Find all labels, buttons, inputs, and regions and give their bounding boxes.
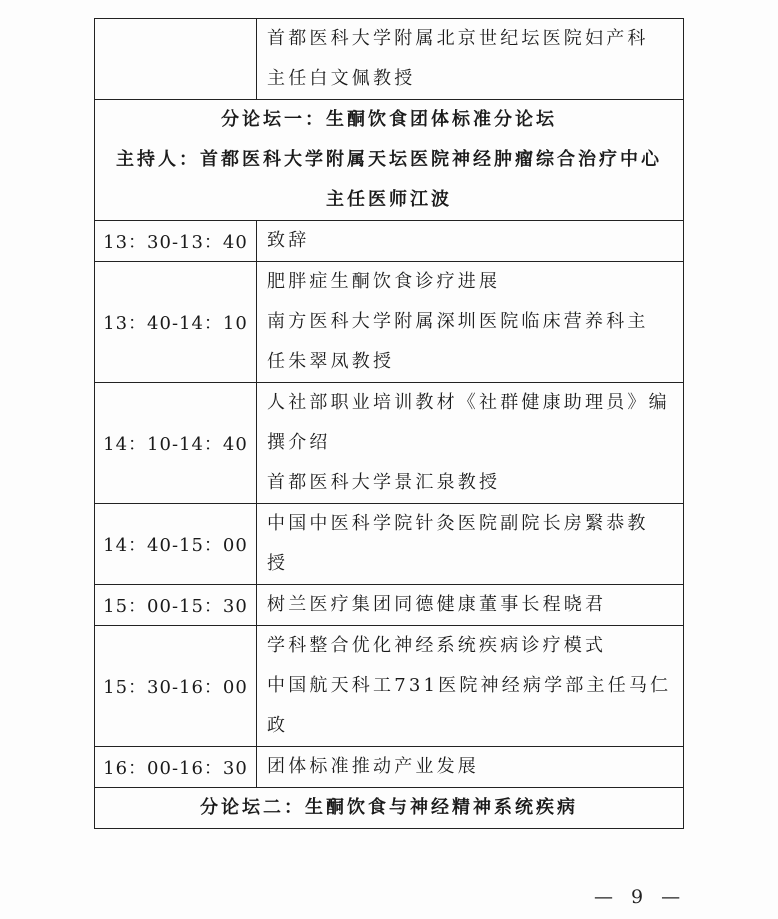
content-cell bbox=[257, 19, 684, 100]
content-cell bbox=[257, 504, 684, 585]
content-line: 肥胖症生酮饮食诊疗进展 bbox=[267, 271, 501, 292]
time-cell: 13：30-13：40 bbox=[95, 221, 257, 262]
content-line: 撰介绍 bbox=[267, 432, 331, 453]
session-title: 分论坛二：生酮饮食与神经精神系统疾病 bbox=[200, 797, 578, 818]
session-host-title: 主任医师江波 bbox=[326, 189, 452, 210]
content-cell bbox=[257, 262, 684, 383]
time-cell: 15：30-16：00 bbox=[95, 626, 257, 747]
content-line: 首都医科大学附属北京世纪坛医院妇产科 bbox=[267, 28, 649, 49]
content-line: 南方医科大学附属深圳医院临床营养科主 bbox=[267, 311, 649, 332]
content-line: 首都医科大学景汇泉教授 bbox=[267, 472, 501, 493]
content-cell bbox=[257, 221, 684, 262]
time-cell: 14：40-15：00 bbox=[95, 504, 257, 585]
schedule-row bbox=[95, 504, 684, 585]
schedule-table bbox=[94, 18, 684, 829]
time-cell bbox=[95, 19, 257, 100]
session-header-row bbox=[95, 100, 684, 221]
time-cell: 16：00-16：30 bbox=[95, 747, 257, 788]
content-line: 团体标准推动产业发展 bbox=[267, 756, 479, 777]
schedule-row bbox=[95, 383, 684, 504]
time-cell: 14：10-14：40 bbox=[95, 383, 257, 504]
content-line: 主任白文佩教授 bbox=[267, 68, 416, 89]
schedule-row bbox=[95, 747, 684, 788]
content-cell bbox=[257, 585, 684, 626]
session-header-row bbox=[95, 788, 684, 829]
session-host: 主持人：首都医科大学附属天坛医院神经肿瘤综合治疗中心 bbox=[116, 149, 662, 170]
content-line: 人社部职业培训教材《社群健康助理员》编 bbox=[267, 392, 670, 413]
session-header-cell bbox=[95, 100, 684, 221]
time-cell: 15：00-15：30 bbox=[95, 585, 257, 626]
schedule-row bbox=[95, 221, 684, 262]
content-cell bbox=[257, 626, 684, 747]
session-title: 分论坛一：生酮饮食团体标准分论坛 bbox=[221, 109, 557, 130]
page-number: — 9 — bbox=[594, 886, 687, 908]
content-line: 中国航天科工731医院神经病学部主任马仁 bbox=[267, 675, 672, 696]
content-line: 政 bbox=[267, 715, 289, 736]
content-line: 树兰医疗集团同德健康董事长程晓君 bbox=[267, 594, 607, 615]
content-cell bbox=[257, 383, 684, 504]
content-cell bbox=[257, 747, 684, 788]
content-line: 致辞 bbox=[267, 230, 310, 251]
schedule-row bbox=[95, 626, 684, 747]
schedule-row bbox=[95, 585, 684, 626]
content-line: 授 bbox=[267, 553, 289, 574]
schedule-row bbox=[95, 262, 684, 383]
time-cell: 13：40-14：10 bbox=[95, 262, 257, 383]
schedule-row bbox=[95, 19, 684, 100]
content-line: 中国中医科学院针灸医院副院长房繄恭教 bbox=[267, 513, 649, 534]
session-header-cell bbox=[95, 788, 684, 829]
content-line: 学科整合优化神经系统疾病诊疗模式 bbox=[267, 635, 607, 656]
content-line: 任朱翠凤教授 bbox=[267, 351, 395, 372]
